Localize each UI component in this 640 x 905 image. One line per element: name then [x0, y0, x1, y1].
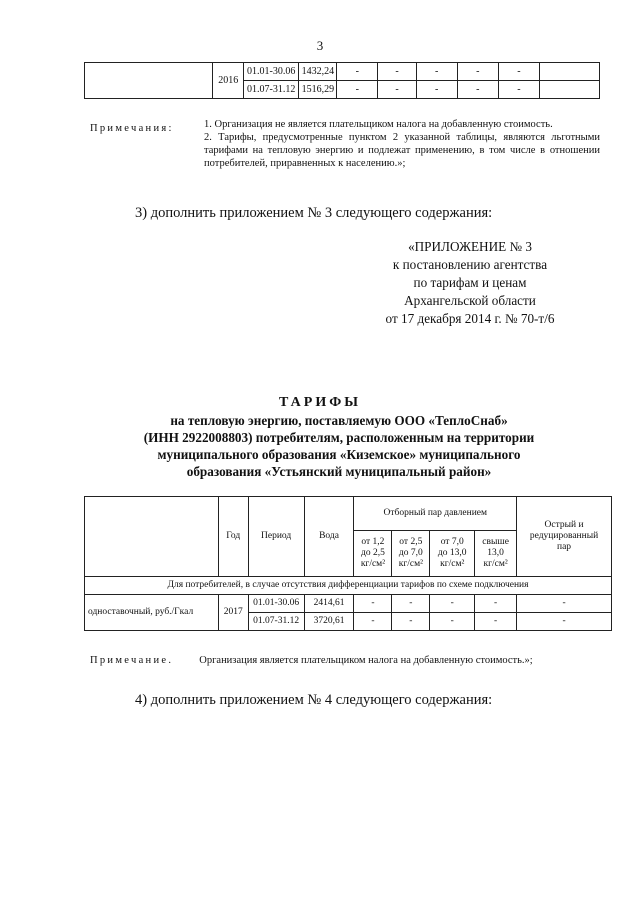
- table-row: [85, 63, 600, 81]
- header-steam-line: свыше: [482, 537, 509, 547]
- header-steam-line: кг/см²: [440, 559, 465, 569]
- appendix-line: Архангельской области: [404, 293, 536, 308]
- header-sharp-line: пар: [557, 542, 572, 552]
- blank-cell: [539, 81, 599, 99]
- appendix-line: «ПРИЛОЖЕНИЕ № 3: [408, 239, 532, 254]
- year-cell: 2017: [218, 595, 248, 631]
- tariff-subtitle: [96, 412, 582, 480]
- dash-cell: -: [517, 613, 612, 631]
- page-number: 3: [316, 38, 324, 53]
- note-item: 1. Организация не является плательщиком налога на добавленную стоимость.: [204, 119, 553, 130]
- dash-cell: -: [337, 63, 378, 81]
- row-label: одноставочный, руб./Гкал: [85, 595, 219, 631]
- note-2-text: Организация является плательщиком налога на добавленную стоимость.»;: [199, 655, 533, 666]
- dash-cell: -: [416, 81, 457, 99]
- notes-label: Примечания:: [90, 123, 174, 134]
- header-steam-line: кг/см²: [483, 559, 508, 569]
- dash-cell: -: [498, 63, 539, 81]
- header-steam-line: кг/см²: [398, 559, 423, 569]
- value-cell: 2414,61: [304, 595, 354, 613]
- header-steam-line: от 7,0: [440, 537, 464, 547]
- header-steam-group: Отборный пар давлением: [354, 497, 517, 531]
- dash-cell: -: [430, 613, 475, 631]
- subtitle-line: образования «Устьянский муниципальный район»: [186, 464, 492, 479]
- note-2-label: Примечание.: [90, 655, 174, 666]
- notes-list: [204, 118, 600, 170]
- period-cell: 01.01-30.06: [248, 595, 304, 613]
- dash-cell: -: [457, 81, 498, 99]
- tariff-table: [84, 496, 612, 631]
- blank-cell: [85, 63, 213, 99]
- header-water: Вода: [304, 497, 354, 577]
- note-item: 2. Тарифы, предусмотренные пунктом 2 указанной таблицы, являются льготными тарифами на тепловую энергию и подлежат применению, в том числе в отношении потребителей, приравненных к населению.»;: [204, 132, 600, 169]
- header-period: Период: [248, 497, 304, 577]
- dash-cell: -: [378, 63, 416, 81]
- period-cell: 01.07-31.12: [248, 613, 304, 631]
- value-cell: 3720,61: [304, 613, 354, 631]
- dash-cell: -: [457, 63, 498, 81]
- note-2: [90, 655, 533, 666]
- dash-cell: -: [392, 613, 430, 631]
- tariff-title: ТАРИФЫ: [279, 395, 361, 410]
- value-cell: 1516,29: [299, 81, 337, 99]
- value-cell: 1432,24: [299, 63, 337, 81]
- header-steam-col: [354, 531, 392, 577]
- header-steam-line: до 2,5: [361, 548, 385, 558]
- dash-cell: -: [354, 595, 392, 613]
- appendix-line: по тарифам и ценам: [413, 275, 527, 290]
- section-4-heading: 4) дополнить приложением № 4 следующего содержания:: [135, 692, 493, 708]
- appendix-line: от 17 декабря 2014 г. № 70-т/6: [385, 311, 555, 326]
- subtitle-line: (ИНН 2922008803) потребителям, расположенным на территории: [143, 430, 535, 445]
- dash-cell: -: [392, 595, 430, 613]
- header-year: Год: [218, 497, 248, 577]
- header-steam-line: 13,0: [487, 548, 504, 558]
- header-steam-line: от 2,5: [399, 537, 423, 547]
- consumer-group-row: Для потребителей, в случае отсутствия дифференциации тарифов по схеме подключения: [85, 577, 612, 595]
- header-steam-line: до 13,0: [437, 548, 467, 558]
- appendix-line: к постановлению агентства: [392, 257, 548, 272]
- header-steam-col: [430, 531, 475, 577]
- appendix-header: [345, 238, 595, 328]
- dash-cell: -: [354, 613, 392, 631]
- dash-cell: -: [430, 595, 475, 613]
- dash-cell: -: [517, 595, 612, 613]
- section-3-heading: 3) дополнить приложением № 3 следующего содержания:: [135, 205, 493, 221]
- year-cell: 2016: [213, 63, 244, 99]
- header-sharp-steam: [517, 497, 612, 577]
- dash-cell: -: [416, 63, 457, 81]
- period-cell: 01.01-30.06: [243, 63, 299, 81]
- header-blank-cell: [85, 497, 219, 577]
- header-sharp-line: редуцированный: [529, 531, 599, 541]
- dash-cell: -: [337, 81, 378, 99]
- dash-cell: -: [475, 595, 517, 613]
- header-steam-line: до 7,0: [398, 548, 423, 558]
- header-steam-col: [392, 531, 430, 577]
- blank-cell: [539, 63, 599, 81]
- tariff-table-continued: [84, 62, 600, 99]
- header-steam-col: [475, 531, 517, 577]
- dash-cell: -: [498, 81, 539, 99]
- header-steam-line: от 1,2: [361, 537, 385, 547]
- header-sharp-line: Острый и: [544, 520, 584, 530]
- table-row: [85, 595, 612, 613]
- header-steam-line: кг/см²: [360, 559, 386, 569]
- period-cell: 01.07-31.12: [243, 81, 299, 99]
- subtitle-line: на тепловую энергию, поставляемую ООО «ТеплоСнаб»: [170, 413, 508, 428]
- dash-cell: -: [475, 613, 517, 631]
- subtitle-line: муниципального образования «Киземское» муниципального: [157, 447, 521, 462]
- dash-cell: -: [378, 81, 416, 99]
